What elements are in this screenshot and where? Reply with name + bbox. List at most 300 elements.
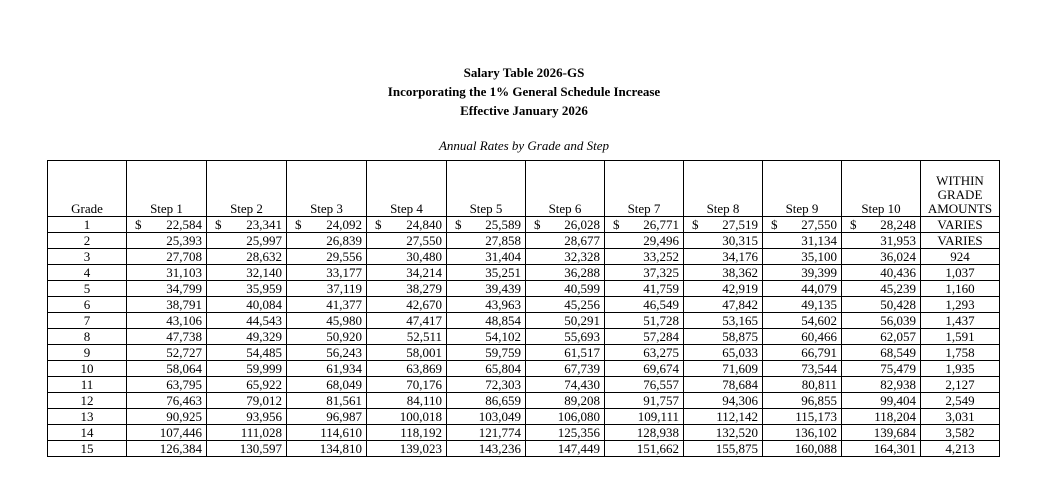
salary-cell bbox=[605, 377, 684, 393]
grade-cell: 2 bbox=[48, 233, 127, 249]
salary-cell bbox=[127, 249, 207, 265]
currency-symbol: $ bbox=[771, 217, 778, 232]
salary-value: 26,771 bbox=[643, 217, 679, 232]
salary-value: 75,479 bbox=[880, 361, 916, 376]
salary-value: 139,023 bbox=[399, 441, 442, 456]
salary-cell bbox=[526, 393, 605, 409]
salary-value: 61,517 bbox=[564, 345, 600, 360]
salary-value: 28,677 bbox=[564, 233, 600, 248]
salary-cell bbox=[127, 313, 207, 329]
salary-value: 112,142 bbox=[716, 409, 758, 424]
salary-value: 26,028 bbox=[564, 217, 600, 232]
salary-cell bbox=[684, 345, 763, 361]
within-grade-header-line: AMOUNTS bbox=[927, 201, 993, 216]
salary-cell bbox=[127, 441, 207, 457]
salary-cell bbox=[447, 281, 526, 297]
within-grade-amount-cell: 1,591 bbox=[921, 329, 1000, 345]
salary-value: 56,243 bbox=[326, 345, 362, 360]
salary-cell bbox=[605, 393, 684, 409]
salary-cell bbox=[287, 313, 367, 329]
salary-cell bbox=[367, 265, 447, 281]
salary-cell bbox=[842, 409, 921, 425]
salary-value: 51,728 bbox=[643, 313, 679, 328]
salary-cell bbox=[842, 393, 921, 409]
salary-cell bbox=[367, 329, 447, 345]
salary-cell bbox=[526, 297, 605, 313]
salary-value: 72,303 bbox=[485, 377, 521, 392]
salary-value: 33,252 bbox=[643, 249, 679, 264]
salary-value: 27,550 bbox=[406, 233, 442, 248]
salary-cell bbox=[207, 441, 287, 457]
salary-cell bbox=[367, 249, 447, 265]
table-row bbox=[48, 409, 1000, 425]
salary-cell bbox=[287, 441, 367, 457]
currency-symbol: $ bbox=[455, 217, 462, 232]
salary-value: 58,875 bbox=[722, 329, 758, 344]
salary-value: 36,288 bbox=[564, 265, 600, 280]
salary-value: 25,997 bbox=[246, 233, 282, 248]
salary-cell bbox=[842, 441, 921, 457]
salary-cell bbox=[127, 377, 207, 393]
salary-value: 42,670 bbox=[406, 297, 442, 312]
salary-value: 50,920 bbox=[326, 329, 362, 344]
table-title-effective-date: Effective January 2026 bbox=[460, 103, 588, 118]
salary-value: 29,556 bbox=[326, 249, 362, 264]
salary-cell bbox=[842, 297, 921, 313]
salary-cell bbox=[842, 425, 921, 441]
within-grade-amount-cell: VARIES bbox=[921, 217, 1000, 233]
salary-cell bbox=[842, 345, 921, 361]
salary-value: 30,315 bbox=[722, 233, 758, 248]
salary-cell bbox=[287, 393, 367, 409]
salary-value: 44,543 bbox=[246, 313, 282, 328]
salary-cell bbox=[763, 345, 842, 361]
salary-value: 60,466 bbox=[801, 329, 837, 344]
salary-cell bbox=[526, 329, 605, 345]
salary-cell bbox=[526, 265, 605, 281]
salary-value: 96,855 bbox=[801, 393, 837, 408]
salary-value: 39,399 bbox=[801, 265, 837, 280]
salary-cell bbox=[367, 377, 447, 393]
salary-value: 147,449 bbox=[557, 441, 600, 456]
within-grade-amount-cell: 4,213 bbox=[921, 441, 1000, 457]
salary-value: 41,759 bbox=[643, 281, 679, 296]
step-column-header: Step 4 bbox=[367, 161, 447, 217]
salary-value: 70,176 bbox=[406, 377, 442, 392]
salary-value: 35,100 bbox=[801, 249, 837, 264]
salary-value: 63,869 bbox=[406, 361, 442, 376]
salary-value: 68,549 bbox=[880, 345, 916, 360]
table-row bbox=[48, 361, 1000, 377]
salary-cell bbox=[763, 217, 842, 233]
step-column-header: Step 5 bbox=[447, 161, 526, 217]
salary-value: 40,599 bbox=[564, 281, 600, 296]
within-grade-header-line: GRADE bbox=[937, 187, 983, 202]
grade-cell: 8 bbox=[48, 329, 127, 345]
salary-value: 55,693 bbox=[564, 329, 600, 344]
salary-value: 69,674 bbox=[643, 361, 679, 376]
salary-cell bbox=[605, 409, 684, 425]
salary-value: 28,248 bbox=[880, 217, 916, 232]
salary-value: 65,033 bbox=[722, 345, 758, 360]
salary-cell bbox=[367, 393, 447, 409]
salary-cell bbox=[605, 441, 684, 457]
salary-cell bbox=[684, 217, 763, 233]
salary-cell bbox=[287, 297, 367, 313]
salary-cell bbox=[526, 313, 605, 329]
salary-cell bbox=[526, 233, 605, 249]
salary-value: 66,791 bbox=[801, 345, 837, 360]
salary-cell bbox=[605, 249, 684, 265]
currency-symbol: $ bbox=[295, 217, 302, 232]
salary-cell bbox=[842, 377, 921, 393]
salary-cell bbox=[605, 217, 684, 233]
salary-cell bbox=[287, 345, 367, 361]
salary-value: 67,739 bbox=[564, 361, 600, 376]
salary-cell bbox=[526, 361, 605, 377]
salary-cell bbox=[287, 249, 367, 265]
salary-value: 47,738 bbox=[166, 329, 202, 344]
currency-symbol: $ bbox=[375, 217, 382, 232]
salary-value: 31,103 bbox=[166, 265, 202, 280]
salary-value: 109,111 bbox=[637, 409, 679, 424]
salary-value: 84,110 bbox=[406, 393, 442, 408]
salary-value: 38,362 bbox=[722, 265, 758, 280]
salary-value: 71,609 bbox=[722, 361, 758, 376]
salary-value: 132,520 bbox=[715, 425, 758, 440]
salary-value: 115,173 bbox=[795, 409, 837, 424]
salary-value: 76,557 bbox=[643, 377, 679, 392]
salary-cell bbox=[367, 425, 447, 441]
within-grade-header-line: WITHIN bbox=[936, 173, 984, 188]
salary-cell bbox=[763, 281, 842, 297]
salary-cell bbox=[207, 281, 287, 297]
salary-cell bbox=[842, 217, 921, 233]
salary-cell bbox=[287, 409, 367, 425]
salary-cell bbox=[763, 313, 842, 329]
salary-cell bbox=[447, 361, 526, 377]
salary-value: 34,176 bbox=[722, 249, 758, 264]
salary-cell bbox=[447, 233, 526, 249]
salary-value: 59,759 bbox=[485, 345, 521, 360]
salary-value: 65,922 bbox=[246, 377, 282, 392]
salary-cell bbox=[127, 297, 207, 313]
salary-value: 45,256 bbox=[564, 297, 600, 312]
salary-cell bbox=[207, 361, 287, 377]
grade-cell: 3 bbox=[48, 249, 127, 265]
salary-value: 24,840 bbox=[406, 217, 442, 232]
salary-cell bbox=[526, 425, 605, 441]
salary-value: 57,284 bbox=[643, 329, 679, 344]
salary-cell bbox=[763, 409, 842, 425]
table-row bbox=[48, 441, 1000, 457]
salary-value: 54,102 bbox=[485, 329, 521, 344]
salary-cell bbox=[127, 345, 207, 361]
salary-cell bbox=[447, 249, 526, 265]
salary-cell bbox=[684, 265, 763, 281]
grade-cell: 14 bbox=[48, 425, 127, 441]
salary-value: 36,024 bbox=[880, 249, 916, 264]
salary-cell bbox=[207, 345, 287, 361]
salary-value: 114,610 bbox=[320, 425, 362, 440]
table-row bbox=[48, 217, 1000, 233]
salary-value: 134,810 bbox=[319, 441, 362, 456]
salary-cell bbox=[605, 345, 684, 361]
salary-value: 63,795 bbox=[166, 377, 202, 392]
salary-value: 52,511 bbox=[406, 329, 442, 344]
salary-cell bbox=[526, 281, 605, 297]
step-column-header: Step 6 bbox=[526, 161, 605, 217]
salary-cell bbox=[207, 249, 287, 265]
salary-cell bbox=[207, 393, 287, 409]
table-row bbox=[48, 425, 1000, 441]
salary-cell bbox=[526, 345, 605, 361]
table-row bbox=[48, 313, 1000, 329]
table-title: Salary Table 2026-GS bbox=[463, 65, 585, 80]
salary-table-body bbox=[48, 217, 1000, 457]
salary-value: 53,165 bbox=[722, 313, 758, 328]
table-row bbox=[48, 329, 1000, 345]
salary-value: 52,727 bbox=[166, 345, 202, 360]
salary-cell bbox=[763, 377, 842, 393]
salary-cell bbox=[763, 249, 842, 265]
salary-value: 76,463 bbox=[166, 393, 202, 408]
salary-value: 121,774 bbox=[478, 425, 521, 440]
salary-cell bbox=[207, 425, 287, 441]
salary-value: 37,325 bbox=[643, 265, 679, 280]
salary-value: 49,329 bbox=[246, 329, 282, 344]
salary-cell bbox=[605, 313, 684, 329]
salary-cell bbox=[127, 425, 207, 441]
salary-value: 61,934 bbox=[326, 361, 362, 376]
salary-cell bbox=[684, 441, 763, 457]
salary-value: 49,135 bbox=[801, 297, 837, 312]
grade-cell: 5 bbox=[48, 281, 127, 297]
salary-value: 50,291 bbox=[564, 313, 600, 328]
salary-value: 118,204 bbox=[874, 409, 916, 424]
table-row bbox=[48, 233, 1000, 249]
grade-cell: 11 bbox=[48, 377, 127, 393]
within-grade-amount-cell: 1,758 bbox=[921, 345, 1000, 361]
grade-column-header: Grade bbox=[48, 161, 127, 217]
salary-cell bbox=[842, 329, 921, 345]
within-grade-amount-cell: 3,582 bbox=[921, 425, 1000, 441]
salary-value: 41,377 bbox=[326, 297, 362, 312]
salary-cell bbox=[763, 297, 842, 313]
salary-cell bbox=[287, 281, 367, 297]
salary-value: 73,544 bbox=[801, 361, 837, 376]
salary-value: 27,708 bbox=[166, 249, 202, 264]
step-column-header: Step 10 bbox=[842, 161, 921, 217]
grade-cell: 1 bbox=[48, 217, 127, 233]
currency-symbol: $ bbox=[534, 217, 541, 232]
salary-value: 37,119 bbox=[326, 281, 362, 296]
salary-cell bbox=[127, 393, 207, 409]
salary-cell bbox=[526, 377, 605, 393]
salary-cell bbox=[127, 265, 207, 281]
salary-cell bbox=[605, 361, 684, 377]
salary-cell bbox=[127, 233, 207, 249]
salary-value: 54,485 bbox=[246, 345, 282, 360]
salary-value: 96,987 bbox=[326, 409, 362, 424]
salary-value: 25,393 bbox=[166, 233, 202, 248]
salary-value: 107,446 bbox=[159, 425, 202, 440]
salary-cell bbox=[447, 297, 526, 313]
grade-cell: 6 bbox=[48, 297, 127, 313]
salary-cell bbox=[447, 377, 526, 393]
salary-value: 54,602 bbox=[801, 313, 837, 328]
table-row bbox=[48, 249, 1000, 265]
salary-value: 38,279 bbox=[406, 281, 442, 296]
salary-value: 39,439 bbox=[485, 281, 521, 296]
salary-value: 33,177 bbox=[326, 265, 362, 280]
salary-value: 27,519 bbox=[722, 217, 758, 232]
step-column-header: Step 8 bbox=[684, 161, 763, 217]
salary-cell bbox=[763, 425, 842, 441]
salary-cell bbox=[287, 265, 367, 281]
table-title-increase: Incorporating the 1% General Schedule Increase bbox=[387, 84, 661, 99]
grade-cell: 12 bbox=[48, 393, 127, 409]
table-header-row bbox=[48, 161, 1000, 217]
salary-value: 82,938 bbox=[880, 377, 916, 392]
salary-value: 160,088 bbox=[794, 441, 837, 456]
within-grade-amount-cell: 1,935 bbox=[921, 361, 1000, 377]
within-grade-amount-cell: 1,293 bbox=[921, 297, 1000, 313]
within-grade-amount-cell: 1,037 bbox=[921, 265, 1000, 281]
salary-value: 47,417 bbox=[406, 313, 442, 328]
within-grade-amount-cell: 1,160 bbox=[921, 281, 1000, 297]
table-row bbox=[48, 297, 1000, 313]
salary-value: 58,001 bbox=[406, 345, 442, 360]
salary-value: 34,214 bbox=[406, 265, 442, 280]
step-column-header: Step 1 bbox=[127, 161, 207, 217]
salary-value: 25,589 bbox=[485, 217, 521, 232]
salary-cell bbox=[127, 281, 207, 297]
salary-value: 128,938 bbox=[636, 425, 679, 440]
salary-value: 90,925 bbox=[166, 409, 202, 424]
salary-cell bbox=[127, 361, 207, 377]
salary-value: 74,430 bbox=[564, 377, 600, 392]
salary-cell bbox=[287, 377, 367, 393]
salary-cell bbox=[763, 441, 842, 457]
salary-cell bbox=[684, 409, 763, 425]
salary-cell bbox=[684, 281, 763, 297]
salary-cell bbox=[447, 329, 526, 345]
salary-cell bbox=[605, 265, 684, 281]
salary-value: 99,404 bbox=[880, 393, 916, 408]
salary-value: 34,799 bbox=[166, 281, 202, 296]
salary-value: 43,963 bbox=[485, 297, 521, 312]
salary-value: 86,659 bbox=[485, 393, 521, 408]
salary-cell bbox=[526, 409, 605, 425]
salary-cell bbox=[207, 233, 287, 249]
salary-value: 48,854 bbox=[485, 313, 521, 328]
salary-cell bbox=[447, 441, 526, 457]
table-row bbox=[48, 377, 1000, 393]
salary-value: 68,049 bbox=[326, 377, 362, 392]
salary-value: 31,404 bbox=[485, 249, 521, 264]
salary-value: 45,980 bbox=[326, 313, 362, 328]
salary-value: 164,301 bbox=[873, 441, 916, 456]
salary-value: 58,064 bbox=[166, 361, 202, 376]
salary-cell bbox=[367, 281, 447, 297]
within-grade-amounts-header bbox=[921, 161, 1000, 217]
salary-value: 24,092 bbox=[326, 217, 362, 232]
salary-value: 80,811 bbox=[801, 377, 837, 392]
salary-value: 45,239 bbox=[880, 281, 916, 296]
salary-cell bbox=[127, 217, 207, 233]
salary-value: 40,084 bbox=[246, 297, 282, 312]
salary-value: 155,875 bbox=[715, 441, 758, 456]
salary-value: 42,919 bbox=[722, 281, 758, 296]
step-column-header: Step 3 bbox=[287, 161, 367, 217]
salary-cell bbox=[842, 249, 921, 265]
within-grade-amount-cell: 924 bbox=[921, 249, 1000, 265]
salary-value: 136,102 bbox=[794, 425, 837, 440]
salary-cell bbox=[684, 313, 763, 329]
salary-value: 47,842 bbox=[722, 297, 758, 312]
salary-cell bbox=[842, 313, 921, 329]
salary-cell bbox=[605, 425, 684, 441]
within-grade-amount-cell: 2,127 bbox=[921, 377, 1000, 393]
currency-symbol: $ bbox=[613, 217, 620, 232]
within-grade-amount-cell: 3,031 bbox=[921, 409, 1000, 425]
salary-cell bbox=[127, 329, 207, 345]
salary-cell bbox=[447, 393, 526, 409]
salary-value: 79,012 bbox=[246, 393, 282, 408]
salary-cell bbox=[842, 233, 921, 249]
salary-cell bbox=[287, 329, 367, 345]
salary-value: 65,804 bbox=[485, 361, 521, 376]
salary-cell bbox=[367, 345, 447, 361]
salary-cell bbox=[447, 345, 526, 361]
grade-cell: 15 bbox=[48, 441, 127, 457]
salary-cell bbox=[287, 233, 367, 249]
salary-cell bbox=[684, 233, 763, 249]
salary-cell bbox=[684, 393, 763, 409]
salary-value: 43,106 bbox=[166, 313, 202, 328]
salary-cell bbox=[763, 265, 842, 281]
salary-value: 91,757 bbox=[643, 393, 679, 408]
salary-value: 56,039 bbox=[880, 313, 916, 328]
salary-value: 27,550 bbox=[801, 217, 837, 232]
salary-cell bbox=[207, 409, 287, 425]
grade-cell: 4 bbox=[48, 265, 127, 281]
salary-cell bbox=[605, 297, 684, 313]
grade-cell: 7 bbox=[48, 313, 127, 329]
salary-value: 106,080 bbox=[557, 409, 600, 424]
salary-value: 31,134 bbox=[801, 233, 837, 248]
salary-cell bbox=[684, 249, 763, 265]
salary-cell bbox=[367, 233, 447, 249]
salary-value: 111,028 bbox=[240, 425, 282, 440]
currency-symbol: $ bbox=[135, 217, 142, 232]
salary-value: 23,341 bbox=[246, 217, 282, 232]
grade-cell: 13 bbox=[48, 409, 127, 425]
salary-cell bbox=[763, 361, 842, 377]
salary-value: 62,057 bbox=[880, 329, 916, 344]
salary-cell bbox=[367, 409, 447, 425]
salary-cell bbox=[127, 409, 207, 425]
salary-cell bbox=[207, 217, 287, 233]
salary-cell bbox=[447, 265, 526, 281]
within-grade-amount-cell: 1,437 bbox=[921, 313, 1000, 329]
salary-cell bbox=[287, 425, 367, 441]
salary-cell bbox=[684, 297, 763, 313]
currency-symbol: $ bbox=[850, 217, 857, 232]
salary-cell bbox=[684, 425, 763, 441]
salary-cell bbox=[526, 249, 605, 265]
